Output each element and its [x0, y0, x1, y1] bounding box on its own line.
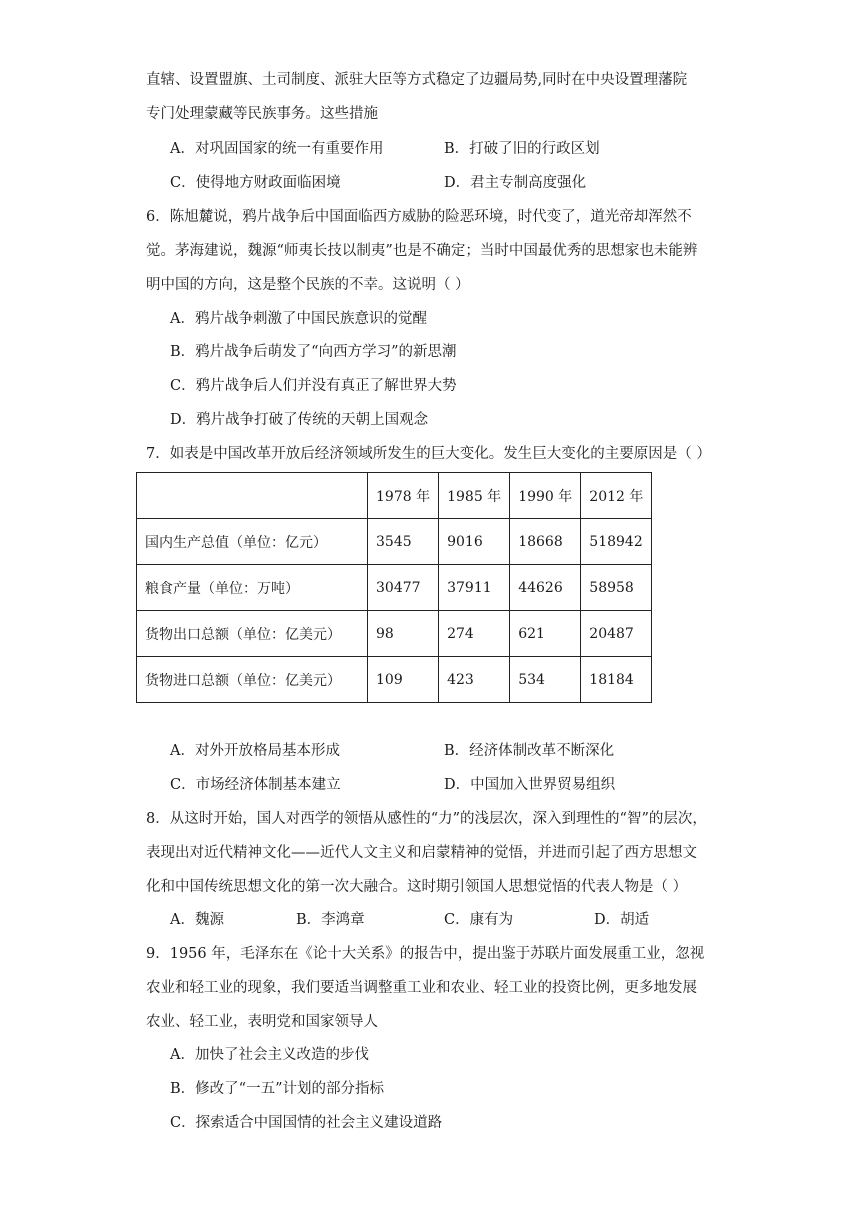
table-cell: 274 [439, 611, 510, 657]
table-cell: 58958 [581, 565, 652, 611]
table-row-label: 国内生产总值（单位：亿元） [137, 519, 368, 565]
q5-option-b[interactable]: B．打破了旧的行政区划 [444, 141, 600, 157]
q8-stem-line-2: 表现出对近代精神文化——近代人文主义和启蒙精神的觉悟，并进而引起了西方思想文 [146, 845, 697, 861]
q7-option-c[interactable]: C．市场经济体制基本建立 [170, 777, 341, 793]
q6-option-b[interactable]: B．鸦片战争后萌发了“向西方学习”的新思潮 [170, 344, 457, 360]
table-header-cell: 1985 年 [439, 473, 510, 519]
table-cell: 9016 [439, 519, 510, 565]
q8-stem-line-1: 8．从这时开始，国人对西学的领悟从感性的“力”的浅层次，深入到理性的“智”的层次， [146, 811, 707, 827]
table-cell: 621 [510, 611, 581, 657]
q9-option-b[interactable]: B．修改了“一五”计划的部分指标 [170, 1081, 384, 1097]
q9-option-a[interactable]: A．加快了社会主义改造的步伐 [170, 1047, 369, 1063]
table-header-row [137, 473, 652, 519]
table-cell: 423 [439, 657, 510, 703]
table-header-cell: 1990 年 [510, 473, 581, 519]
q8-option-c[interactable]: C．康有为 [444, 912, 514, 928]
q9-stem-line-1: 9．1956 年，毛泽东在《论十大关系》的报告中，提出鉴于苏联片面发展重工业，忽视 [146, 946, 705, 962]
table-cell: 109 [368, 657, 439, 703]
table-row [137, 565, 652, 611]
q8-option-d[interactable]: D．胡适 [594, 912, 650, 928]
q6-stem-line-2: 觉。茅海建说，魏源“师夷长技以制夷”也是不确定；当时中国最优秀的思想家也未能辨 [146, 243, 698, 259]
table-cell: 37911 [439, 565, 510, 611]
q5-stem-line-2: 专门处理蒙藏等民族事务。这些措施 [146, 106, 378, 122]
table-row-label: 粮食产量（单位：万吨） [137, 565, 368, 611]
table-cell: 518942 [581, 519, 652, 565]
table-cell: 98 [368, 611, 439, 657]
q6-option-c[interactable]: C．鸦片战争后人们并没有真正了解世界大势 [170, 378, 457, 394]
table-cell: 18668 [510, 519, 581, 565]
q7-stem: 7．如表是中国改革开放后经济领域所发生的巨大变化。发生巨大变化的主要原因是（ ） [146, 446, 711, 462]
table-cell: 20487 [581, 611, 652, 657]
table-cell: 3545 [368, 519, 439, 565]
table-row [137, 519, 652, 565]
q7-data-table [136, 472, 652, 703]
table-row-label: 货物出口总额（单位：亿美元） [137, 611, 368, 657]
q8-option-b[interactable]: B．李鸿章 [296, 912, 365, 928]
table-cell: 30477 [368, 565, 439, 611]
q8-option-a[interactable]: A．魏源 [170, 912, 224, 928]
table-row-label: 货物进口总额（单位：亿美元） [137, 657, 368, 703]
table-row [137, 611, 652, 657]
q6-option-a[interactable]: A．鸦片战争刺激了中国民族意识的觉醒 [170, 311, 427, 327]
table-cell: 534 [510, 657, 581, 703]
q7-option-b[interactable]: B．经济体制改革不断深化 [444, 743, 615, 759]
q6-option-d[interactable]: D．鸦片战争打破了传统的天朝上国观念 [170, 412, 429, 428]
q6-stem-line-1: 6．陈旭麓说，鸦片战争后中国面临西方威胁的险恶环境，时代变了，道光帝却浑然不 [146, 209, 692, 225]
table-cell: 44626 [510, 565, 581, 611]
table-row [137, 657, 652, 703]
table-header-cell [137, 473, 368, 519]
table-header-cell: 1978 年 [368, 473, 439, 519]
q9-stem-line-3: 农业、轻工业，表明党和国家领导人 [146, 1014, 378, 1030]
q7-option-a[interactable]: A．对外开放格局基本形成 [170, 743, 340, 759]
table-cell: 18184 [581, 657, 652, 703]
q8-stem-line-3: 化和中国传统思想文化的第一次大融合。这时期引领国人思想觉悟的代表人物是（ ） [146, 879, 688, 895]
q5-option-a[interactable]: A．对巩固国家的统一有重要作用 [170, 141, 384, 157]
q7-option-d[interactable]: D．中国加入世界贸易组织 [444, 777, 616, 793]
q6-stem-line-3: 明中国的方向，这是整个民族的不幸。这说明（ ） [146, 277, 470, 293]
q9-stem-line-2: 农业和轻工业的现象，我们要适当调整重工业和农业、轻工业的投资比例，更多地发展 [146, 980, 697, 996]
q5-option-d[interactable]: D．君主专制高度强化 [444, 175, 587, 191]
table-header-cell: 2012 年 [581, 473, 652, 519]
q9-option-c[interactable]: C．探索适合中国国情的社会主义建设道路 [170, 1115, 443, 1131]
q5-option-c[interactable]: C．使得地方财政面临困境 [170, 175, 341, 191]
q5-stem-line-1: 直辖、设置盟旗、土司制度、派驻大臣等方式稳定了边疆局势,同时在中央设置理藩院 [146, 72, 688, 88]
